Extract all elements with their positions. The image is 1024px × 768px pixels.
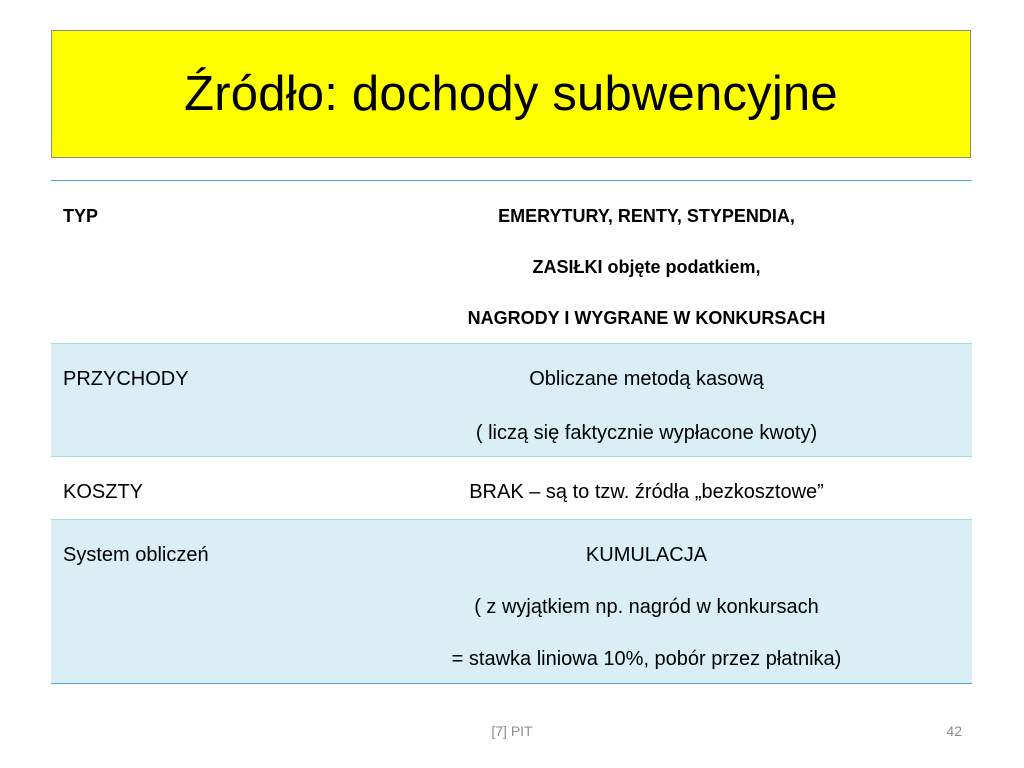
info-table	[51, 180, 972, 684]
row-content	[351, 520, 972, 683]
row-content	[351, 181, 972, 343]
row-label: KOSZTY	[63, 481, 144, 503]
content-line: ZASIŁKI objęte podatkiem,	[532, 257, 761, 277]
footer-source: [7] PIT	[491, 723, 533, 739]
row-label: TYP	[63, 206, 99, 226]
row-label: System obliczeń	[63, 544, 209, 566]
table-row-typ	[51, 181, 972, 343]
content-line: EMERYTURY, RENTY, STYPENDIA,	[498, 206, 795, 226]
content-line: BRAK – są to tzw. źródła „bezkosztowe”	[469, 481, 824, 503]
content-line: ( liczą się faktycznie wypłacone kwoty)	[475, 422, 818, 444]
row-label: PRZYCHODY	[63, 368, 189, 390]
content-line: ( z wyjątkiem np. nagród w konkursach	[474, 596, 819, 618]
title-box	[51, 30, 971, 158]
content-line: KUMULACJA	[585, 544, 708, 566]
content-line: NAGRODY I WYGRANE W KONKURSACH	[467, 308, 826, 328]
table-row-koszty	[51, 456, 972, 519]
row-content	[351, 344, 972, 456]
content-line: Obliczane metodą kasową	[529, 368, 764, 390]
page-number: 42	[946, 723, 962, 739]
row-content	[351, 457, 972, 519]
content-line: = stawka liniowa 10%, pobór przez płatnika)	[451, 648, 842, 670]
table-row-system-obliczen	[51, 519, 972, 683]
slide-title: Źródło: dochody subwencyjne	[184, 66, 838, 121]
table-row-przychody	[51, 343, 972, 456]
